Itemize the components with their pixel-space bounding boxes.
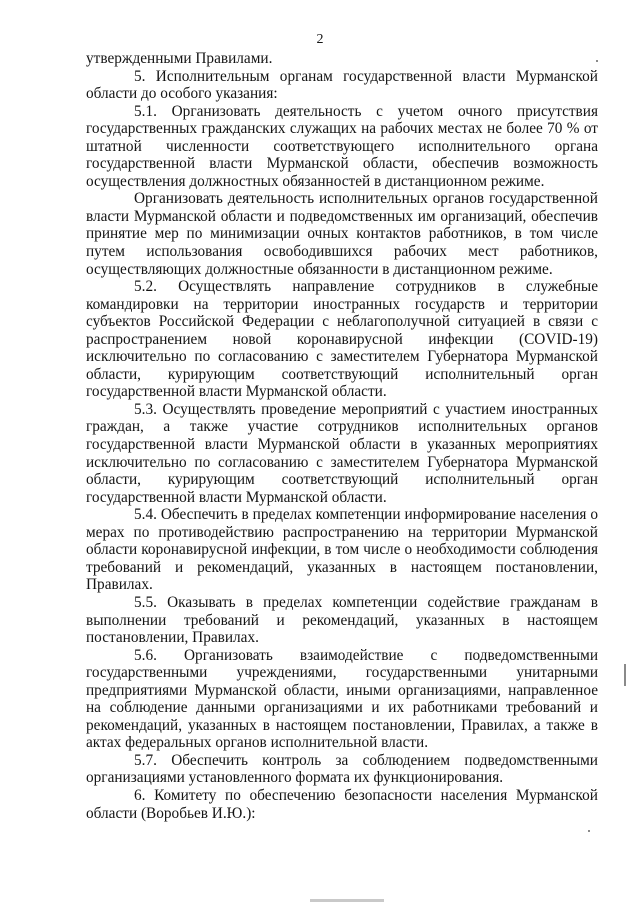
paragraph-item-5-6: 5.6. Организовать взаимодействие с подведомственными государственными учреждениями, государственными унитарными предприятиями Мурманской области, иными организациями, направленное на соблюдение данными организациями и их работниками требований и рекомендаций, указанных в настоящем постановлении, Правилах, а также в актах федеральных органов исполнительной власти. — [86, 646, 598, 752]
document-body — [86, 50, 598, 822]
scan-edge-mark — [310, 899, 384, 902]
paragraph-item-5-3: 5.3. Осуществлять проведение мероприятий с участием иностранных граждан, а также участие сотрудников исполнительных органов государственной власти Мурманской области в указанных мероприятиях исключительно по согласованию с заместителем Губернатора Мурманской области, курирующим соответствующий исполнительный орган государственной власти Мурманской области. — [86, 400, 598, 506]
page-number: 2 — [316, 32, 324, 47]
paragraph-item-5-1-cont: Организовать деятельность исполнительных органов государственной власти Мурманской области и подведомственных им организаций, обеспечив принятие мер по минимизации очных контактов работников, в том числе путем использования освободившихся рабочих мест работников, осуществляющих должностные обязанности в дистанционном режиме. — [86, 190, 598, 278]
paragraph-item-5-1: 5.1. Организовать деятельность с учетом очного присутствия государственных гражданских служащих на рабочих местах не более 70 % от штатной численности соответствующего исполнительного органа государственной власти Мурманской области, обеспечив возможность осуществления должностных обязанностей в дистанционном режиме. — [86, 102, 598, 190]
paragraph-item-6: 6. Комитету по обеспечению безопасности населения Мурманской области (Воробьев И.Ю.): — [86, 786, 598, 822]
paragraph-item-5-2: 5.2. Осуществлять направление сотрудников в служебные командировки на территории иностранных государств и территории субъектов Российской Федерации с неблагополучной ситуацией в связи с распространением новой коронавирусной инфекции (COVID-19) исключительно по согласованию с заместителем Губернатора Мурманской области, курирующим соответствующий исполнительный орган государственной власти Мурманской области. — [86, 278, 598, 401]
scan-speck — [588, 830, 590, 832]
scan-margin-mark — [624, 664, 626, 686]
scan-speck — [596, 60, 598, 62]
paragraph-continuation: утвержденными Правилами. — [86, 50, 273, 67]
paragraph-item-5-5: 5.5. Оказывать в пределах компетенции содействие гражданам в выполнении требований и рекомендаций, указанных в настоящем постановлении, Правилах. — [86, 593, 598, 647]
paragraph-item-5-7: 5.7. Обеспечить контроль за соблюдением подведомственными организациями установленного формата их функционирования. — [86, 751, 598, 787]
paragraph-item-5-4: 5.4. Обеспечить в пределах компетенции информирование населения о мерах по противодействию распространению на территории Мурманской области коронавирусной инфекции, в том числе о необходимости соблюдения требований и рекомендаций, указанных в настоящем постановлении, Правилах. — [86, 506, 598, 594]
paragraph-item-5: 5. Исполнительным органам государственной власти Мурманской области до особого указания: — [86, 67, 598, 103]
